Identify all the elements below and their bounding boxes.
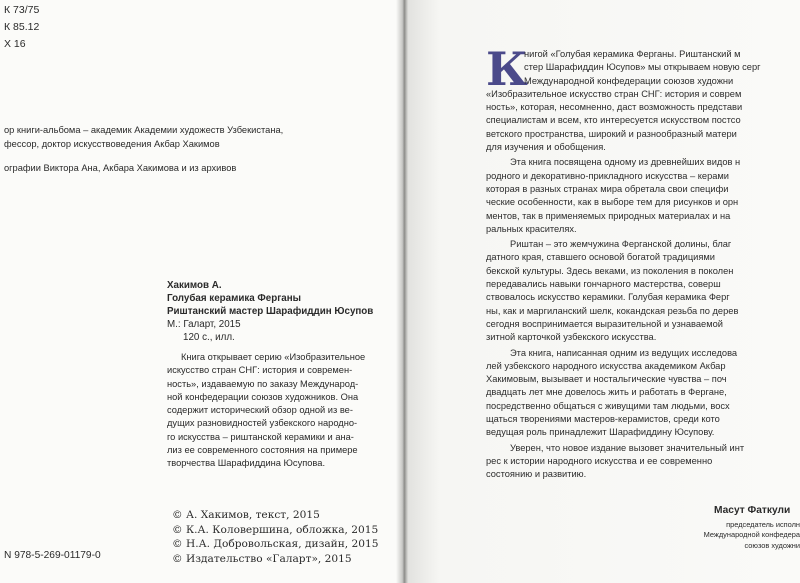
abstract-line: искусство стран СНГ: история и современ- [167, 365, 353, 376]
library-code: К 85.12 [4, 21, 40, 33]
copyright-line: © Н.А. Добровольская, дизайн, 2015 [172, 538, 379, 550]
preface-line: родного и декоративно-прикладного искусства – керами [486, 170, 730, 181]
preface-text [486, 42, 800, 482]
preface-line: посредственно общаться с живущими там людьми, восх [486, 400, 730, 411]
biblio-publisher: М.: Галарт, 2015 [167, 319, 241, 330]
preface-line: ментов, так в применяемых природных материалах и на [486, 210, 731, 221]
preface-line: лей узбекского народного искусства академиком Акбар [486, 360, 726, 371]
preface-line: Эта книга, написанная одним из ведущих исследова [510, 347, 738, 358]
preface-line: Международной конфедерации союзов художни [524, 75, 734, 86]
preface-line: двадцать лет мне довелось жить и работать в Фергане, [486, 387, 727, 398]
preface-line: ческие особенности, как в выборе тем для рисунков и орн [486, 197, 739, 208]
library-code: Х 16 [4, 38, 26, 50]
copyright-line: © К.А. Коловершина, обложка, 2015 [172, 523, 379, 536]
preface-line: сегодня воспринимается выразительной и узнаваемой [486, 318, 723, 329]
author-note [4, 123, 384, 151]
abstract-line: творчества Шарафиддина Юсупова. [167, 458, 326, 469]
preface-line: состоянию и развитию. [486, 469, 587, 480]
signature-title-line: Международной конфедера [703, 530, 800, 540]
preface-line: специалистам и всем, кто интересуется искусством постсо [486, 115, 741, 126]
preface-line: рес к истории народного искусства и ее современно [486, 455, 713, 466]
preface-line: которая в разных странах мира обретала свои специфи [486, 183, 729, 194]
preface-line: «Изобразительное искусство стран СНГ: история и соврем [486, 88, 742, 99]
abstract-line: го искусства – риштанской керамики и ана- [167, 431, 354, 442]
signature-title-line: союзов художни [744, 540, 800, 550]
preface-line: ведущая роль принадлежит Шарафиддину Юсупову. [486, 427, 715, 438]
preface-paragraph [486, 238, 800, 344]
preface-paragraph [486, 156, 800, 236]
signature-title-line: председатель исполн [726, 520, 800, 529]
preface-line: для изучения и обобщения. [486, 142, 606, 153]
author-note-line: ор книги-альбома – академик Академии художеств Узбекистана, [4, 125, 284, 135]
drop-cap: К [486, 42, 528, 96]
photo-credits: ографии Виктора Ана, Акбара Хакимова и из архивов [4, 163, 237, 173]
signature-title [640, 520, 800, 551]
preface-paragraph [486, 347, 800, 440]
preface-line: Эта книга посвящена одному из древнейших видов н [510, 157, 741, 168]
preface-line: Хакимовым, вызывает и ностальгические чувства – поч [486, 374, 727, 385]
library-codes [4, 4, 39, 55]
biblio-author: Хакимов А. [167, 280, 222, 291]
library-code: К 73/75 [4, 4, 40, 16]
abstract-line: ность», издаваемую по заказу Международ- [167, 378, 359, 389]
copyright-line: © А. Хакимов, текст, 2015 [172, 509, 320, 521]
biblio-pages: 120 с., илл. [183, 332, 235, 343]
preface-line: ральных красителях. [486, 223, 577, 234]
abstract-line: дущих разновидностей узбекского народно- [167, 418, 358, 429]
author-note-line: фессор, доктор искусствоведения Акбар Хакимов [4, 139, 220, 149]
biblio-title: Голубая керамика Ферганы [167, 293, 302, 304]
preface-line: Риштан – это жемчужина Ферганской долины, благ [510, 239, 732, 250]
biblio-subtitle: Риштанский мастер Шарафиддин Юсупов [167, 306, 374, 317]
isbn: N 978-5-269-01179-0 [4, 550, 101, 561]
preface-line: ность», которая, несомненно, даст возможность представи [486, 102, 743, 113]
preface-line: нигой «Голубая керамика Ферганы. Риштанский м [524, 49, 741, 59]
preface-line: щаться творениями мастеров-керамистов, среди кото [486, 414, 720, 425]
preface-line: стер Шарафиддин Юсупов» мы открываем новую серг [524, 62, 761, 73]
preface-line: ны, как и маргиланский шелк, кокандская резьба по дерев [486, 305, 739, 316]
bibliographic-record [167, 279, 387, 344]
copyright-line: © Издательство «Галарт», 2015 [172, 552, 352, 565]
preface-line: датного края, ставшего основой богатой традициями [486, 252, 715, 263]
abstract-line: лиз ее современного состояния на примере [167, 445, 358, 456]
preface-line: Уверен, что новое издание вызовет значительный инт [510, 442, 745, 453]
preface-line: бекской культуры. Здесь веками, из поколения в поколен [486, 265, 734, 276]
abstract-line: Книга открывает серию «Изобразительное [181, 352, 366, 362]
preface-line: передавались навыки гончарного мастерства, соверш [486, 279, 721, 290]
preface-paragraph [486, 442, 800, 482]
abstract [167, 351, 387, 471]
preface-line: ветского пространства, широкий и разнообразный матери [486, 128, 737, 139]
preface-line: зитной карточкой узбекского искусства. [486, 332, 657, 343]
copyright-block [172, 508, 392, 566]
signature-name: Масут Фаткули [714, 505, 791, 516]
preface-line: ствовалось искусство керамики. Голубая керамика Ферг [486, 292, 730, 303]
preface-paragraph [486, 42, 800, 154]
abstract-line: ной конфедерации союзов художников. Она [167, 391, 359, 402]
abstract-line: содержит исторический обзор одной из ве- [167, 405, 353, 416]
